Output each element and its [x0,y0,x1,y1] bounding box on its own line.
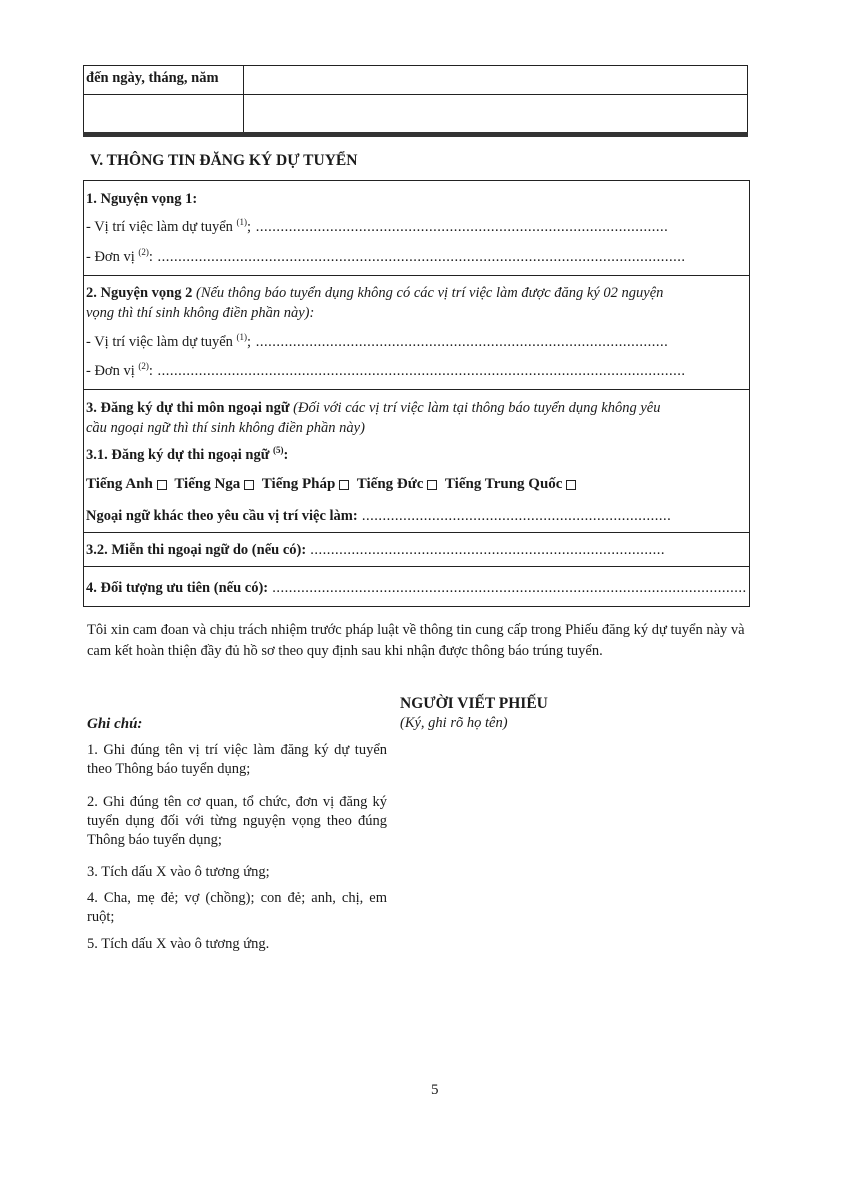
date-label: đến ngày, tháng, năm [86,70,219,86]
checkbox-german[interactable] [427,480,437,490]
other-language-label: Ngoại ngữ khác theo yêu cầu vị trí việc làm: [86,508,358,524]
section-divider-bar [83,132,748,137]
wish2-unit-label: - Đơn vị [86,362,135,379]
option-french[interactable] [262,476,354,492]
note-item: 3. Tích dấu X vào ô tương ứng; [87,864,270,880]
foreign-note-cont: cầu ngoại ngữ thì thí sinh không điền phần này) [86,420,365,436]
signer-title: NGƯỜI VIẾT PHIẾU [400,695,548,712]
colon: : [283,446,289,463]
footnote-ref: (1) [236,217,248,227]
fill-dots: : ................................................................................................................................ [148,248,686,265]
wish2-unit-field[interactable] [86,361,686,380]
priority-field[interactable] [86,580,747,597]
wish2-note: (Nếu thông báo tuyển dụng không có các vị trí việc làm được đăng ký 02 nguyện [195,285,664,301]
previous-table-row [84,94,747,134]
wish1-unit-field[interactable] [86,247,686,266]
language-options [86,476,580,493]
previous-table [83,65,748,137]
option-english[interactable] [86,476,171,492]
fill-dots: ; .................................................................................................... [247,333,669,350]
row-divider [84,389,749,390]
wish2-header [86,285,663,302]
priority-label: 4. Đối tượng ưu tiên (nếu có): [86,580,269,596]
wish1-unit-label: - Đơn vị [86,248,135,265]
footnote-ref: (2) [138,247,149,257]
fill-dots: ; .................................................................................................... [247,218,669,235]
option-chinese[interactable] [445,476,581,492]
commitment-statement: Tôi xin cam đoan và chịu trách nhiệm trước pháp luật về thông tin cung cấp trong Phiếu đăng ký dự tuyển này và cam kết hoàn thiện đầy đủ hồ sơ theo quy định sau khi nhận được thông báo trúng tuyển. [87,622,745,659]
chinese-label: Tiếng Trung Quốc [444,476,563,492]
fill-dots: ...................................................................................... [306,542,666,558]
registration-form [83,180,750,607]
checkbox-russian[interactable] [244,480,254,490]
russian-label: Tiếng Nga [174,476,241,492]
foreign-sub1 [86,445,288,464]
checkbox-french[interactable] [339,480,349,490]
exemption-label: 3.2. Miễn thi ngoại ngữ do (nếu có): [86,542,307,558]
section-title: V. THÔNG TIN ĐĂNG KÝ DỰ TUYỂN [90,152,358,169]
table-divider [243,66,244,134]
french-label: Tiếng Pháp [261,476,336,492]
footnote-ref: (1) [236,332,248,342]
fill-dots: ........................................................................... [357,508,672,524]
german-label: Tiếng Đức [356,476,424,492]
wish1-position-label: - Vị trí việc làm dự tuyển [86,218,233,235]
exemption-field[interactable] [86,542,665,559]
option-russian[interactable] [174,476,258,492]
wish1-position-field[interactable] [86,217,668,236]
english-label: Tiếng Anh [86,476,153,492]
page-number: 5 [431,1082,439,1098]
wish2-position-label: - Vị trí việc làm dự tuyển [86,333,233,350]
wish2-position-field[interactable] [86,332,668,351]
other-language-field[interactable] [86,508,671,525]
note-item: 5. Tích dấu X vào ô tương ứng. [87,936,270,952]
foreign-title: 3. Đăng ký dự thi môn ngoại ngữ [86,400,290,416]
note-item: 1. Ghi đúng tên vị trí việc làm đăng ký dự tuyển theo Thông báo tuyển dụng; [87,742,387,777]
option-german[interactable] [357,476,442,492]
previous-table-row [84,66,747,95]
row-divider [84,275,749,276]
fill-dots: : ................................................................................................................................ [148,362,686,379]
foreign-note: (Đối với các vị trí việc làm tại thông báo tuyển dụng không yêu [293,400,661,416]
fill-dots: ................................................................................................................... [268,580,747,596]
footnote-ref: (2) [138,361,149,371]
checkbox-chinese[interactable] [566,480,576,490]
foreign-header [86,400,661,417]
note-item: 4. Cha, mẹ đẻ; vợ (chồng); con đẻ; anh, chị, em ruột; [87,890,387,925]
note-item: 2. Ghi đúng tên cơ quan, tổ chức, đơn vị đăng ký tuyển dụng đối với từng nguyện vọng theo đúng Thông báo tuyển dụng; [87,794,387,848]
wish2-note-cont: vọng thì thí sinh không điền phần này): [86,305,315,321]
foreign-sub1-label: 3.1. Đăng ký dự thi ngoại ngữ [86,446,270,463]
notes-title: Ghi chú: [87,716,143,732]
checkbox-english[interactable] [157,480,167,490]
wish2-title: 2. Nguyện vọng 2 [86,285,193,301]
signer-subtitle: (Ký, ghi rõ họ tên) [400,715,508,731]
row-divider [84,566,749,567]
footnote-ref: (5) [273,445,284,455]
wish1-title: 1. Nguyện vọng 1: [86,191,198,207]
row-divider [84,532,749,533]
